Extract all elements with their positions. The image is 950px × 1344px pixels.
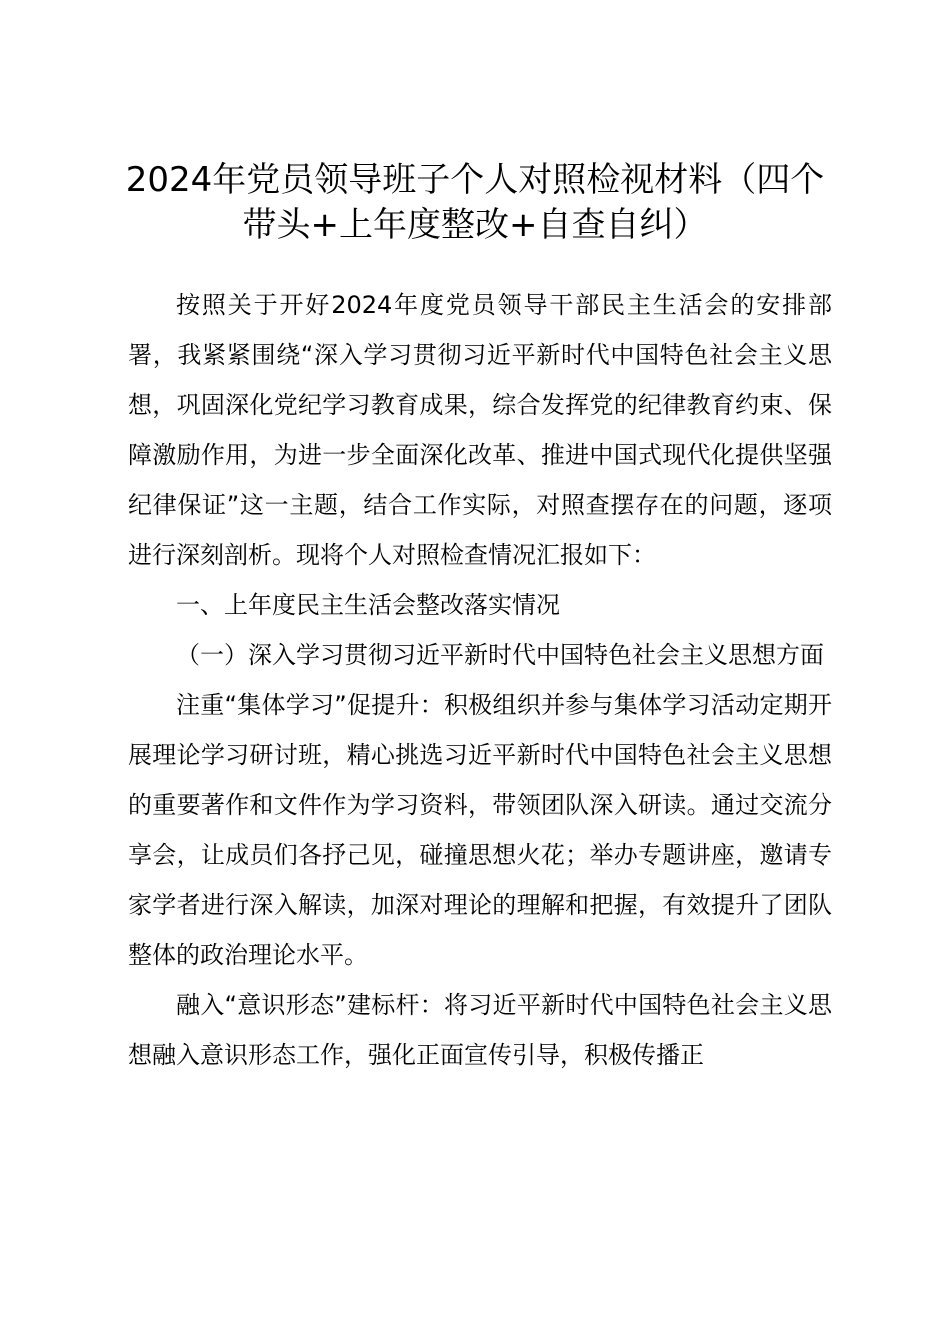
section-heading: 一、上年度民主生活会整改落实情况 <box>176 591 560 619</box>
body-paragraph: 注重“集体学习”促提升：积极组织并参与集体学习活动定期开展理论学习研讨班，精心挑选习近平新时代中国特色社会主义思想的重要著作和文件作为学习资料，带领团队深入研读。通过交流分享会，让成员们各抒己见，碰撞思想火花；举办专题讲座，邀请专家学者进行深入解读，加深对理论的理解和把握，有效提升了团队整体的政治理论水平。 <box>128 691 832 969</box>
document-body <box>128 280 832 1080</box>
document-title: 2024年党员领导班子个人对照检视材料（四个带头+上年度整改+自查自纠） <box>125 160 825 245</box>
intro-paragraph: 按照关于开好2024年度党员领导干部民主生活会的安排部署，我紧紧围绕“深入学习贯彻习近平新时代中国特色社会主义思想，巩固深化党纪学习教育成果，综合发挥党的纪律教育约束、保障激励作用，为进一步全面深化改革、推进中国式现代化提供坚强纪律保证”这一主题，结合工作实际，对照查摆存在的问题，逐项进行深刻剖析。现将个人对照检查情况汇报如下： <box>128 291 832 569</box>
subsection-heading: （一）深入学习贯彻习近平新时代中国特色社会主义思想方面 <box>176 641 824 669</box>
body-paragraph: 融入“意识形态”建标杆：将习近平新时代中国特色社会主义思想融入意识形态工作，强化正面宣传引导，积极传播正 <box>128 991 832 1069</box>
